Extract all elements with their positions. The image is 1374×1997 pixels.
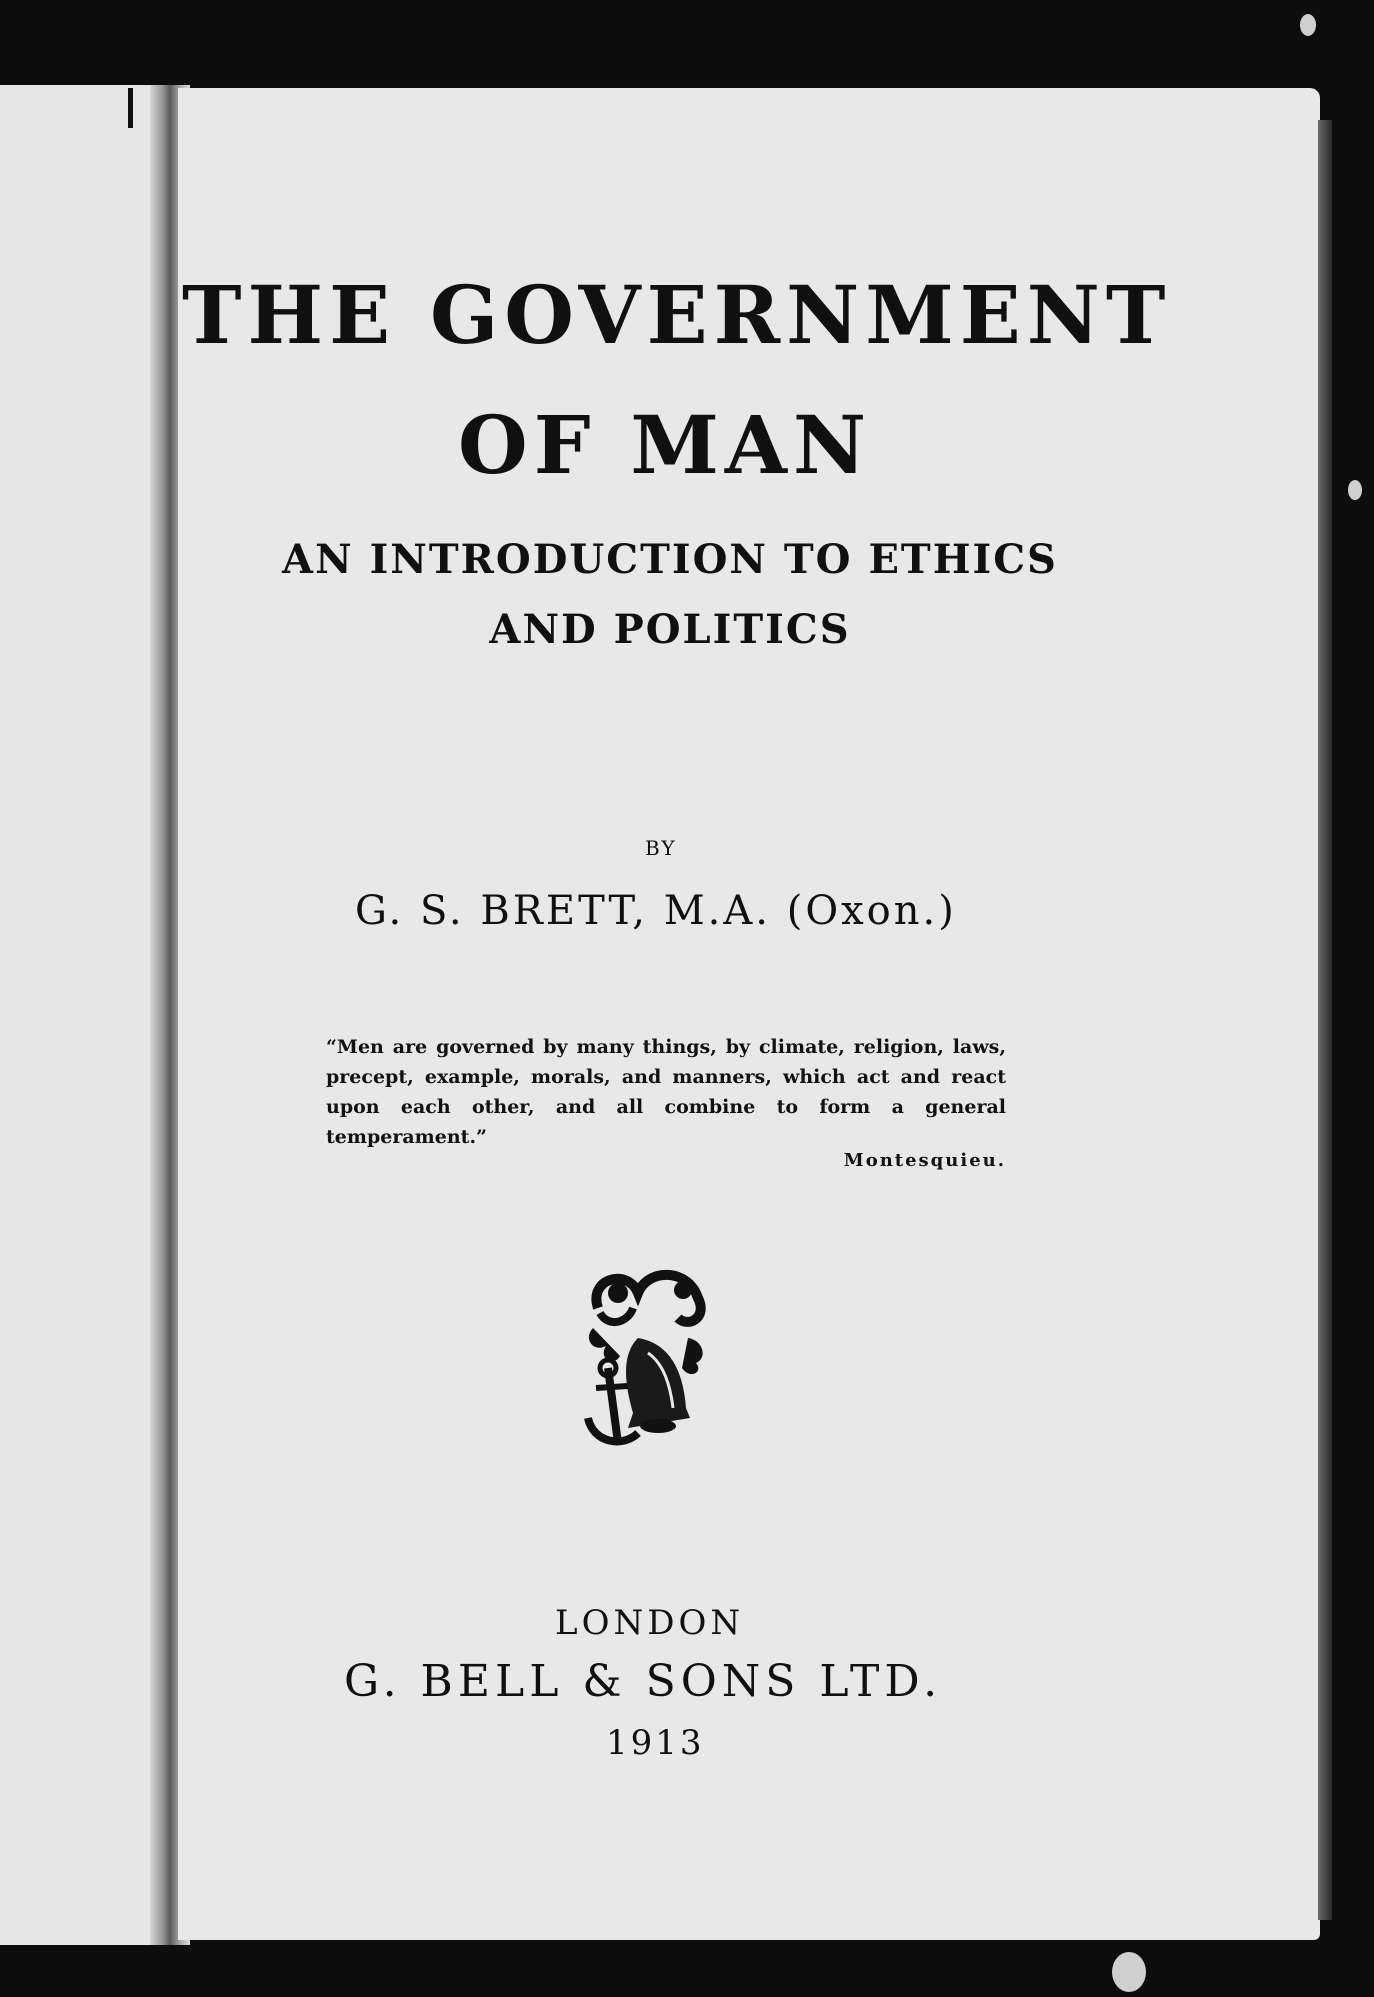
publisher-name: G. BELL & SONS LTD. <box>344 1656 943 1707</box>
subtitle-line-2: AND POLITICS <box>489 606 851 653</box>
scan-speck <box>1348 480 1362 500</box>
page-edge-shadow <box>1318 120 1332 1920</box>
publication-year: 1913 <box>606 1723 705 1763</box>
scan-speck <box>1300 14 1316 36</box>
gutter-mark <box>128 88 133 128</box>
publication-place: LONDON <box>555 1603 745 1643</box>
scan-speck <box>1112 1952 1146 1992</box>
title-line-2: OF MAN <box>458 398 873 492</box>
author-name: G. S. BRETT, M.A. (Oxon.) <box>355 888 957 934</box>
subtitle-line-1: AN INTRODUCTION TO ETHICS <box>282 536 1058 583</box>
bell-and-anchor-device-icon <box>578 1268 718 1448</box>
epigraph-quote: “Men are governed by many things, by climate, religion, laws, precept, example, morals, and manners, which act and react upon each other, and all combine to form a general temperament.” <box>326 1036 1006 1148</box>
title-line-1: THE GOVERNMENT <box>182 268 1172 362</box>
facing-page <box>0 85 175 1945</box>
epigraph-attribution: Montesquieu. <box>843 1150 1006 1171</box>
title-page <box>178 88 1320 1940</box>
by-label: BY <box>645 836 677 860</box>
